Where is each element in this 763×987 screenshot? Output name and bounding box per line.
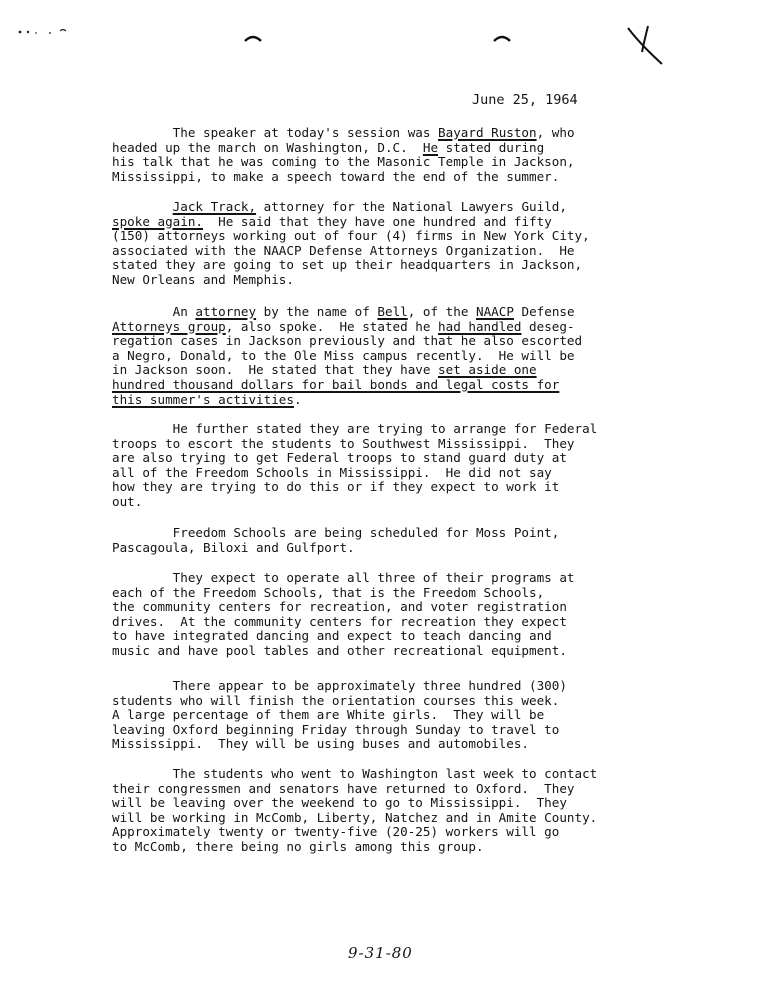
text-run: each of the Freedom Schools, that is the Freedom Schools, xyxy=(112,584,545,600)
text-line xyxy=(112,737,702,752)
paragraph-2 xyxy=(112,200,702,288)
underlined-text: set aside one xyxy=(438,362,537,378)
text-run: Freedom Schools are being scheduled for Moss Point, xyxy=(112,525,560,540)
text-line xyxy=(112,782,702,797)
text-run: the community centers for recreation, and voter registration xyxy=(112,599,567,615)
text-line xyxy=(112,825,702,840)
text-run: deseg- xyxy=(521,318,575,334)
text-line xyxy=(112,811,702,826)
text-run: leaving Oxford beginning Friday through Sunday to travel to xyxy=(112,721,560,737)
text-run: his talk that he was coming to the Masonic Temple in Jackson, xyxy=(112,154,575,170)
text-run: by the name of xyxy=(256,304,378,319)
text-line xyxy=(112,422,702,437)
text-line xyxy=(112,466,702,481)
paragraph-8 xyxy=(112,767,702,855)
text-run: Mississippi, to make a speech toward the end of the summer. xyxy=(112,168,560,184)
text-run: to McComb, there being no girls among this group. xyxy=(112,838,484,854)
text-run: associated with the NAACP Defense Attorneys Organization. He xyxy=(112,242,575,258)
text-run: The speaker at today's session was xyxy=(112,125,439,140)
text-run: He further stated they are trying to arrange for Federal xyxy=(112,421,598,436)
text-run: . xyxy=(293,391,302,407)
paragraph-4 xyxy=(112,422,702,510)
text-run: New Orleans and Memphis. xyxy=(112,271,294,287)
text-line xyxy=(112,437,702,452)
text-line xyxy=(112,305,702,320)
text-run: how they are trying to do this or if they expect to work it xyxy=(112,479,560,495)
text-line xyxy=(112,451,702,466)
text-run: Approximately twenty or twenty-five (20-25) workers will go xyxy=(112,824,560,840)
text-line xyxy=(112,170,702,185)
text-line xyxy=(112,200,702,215)
handwritten-file-number: 9-31-80 xyxy=(348,944,413,962)
text-run: a Negro, Donald, to the Ole Miss campus recently. He will be xyxy=(112,347,575,363)
text-run: , who xyxy=(536,125,575,140)
text-line xyxy=(112,796,702,811)
text-run: stated they are going to set up their headquarters in Jackson, xyxy=(112,257,583,273)
text-line xyxy=(112,767,702,782)
underlined-text: Bayard Ruston xyxy=(438,125,537,140)
text-line xyxy=(112,644,702,659)
text-run: headed up the march on Washington, D.C. xyxy=(112,139,423,155)
text-run: (150) attorneys working out of four (4) firms in New York City, xyxy=(112,228,590,244)
text-run: , also spoke. He stated he xyxy=(225,318,439,334)
text-run: An xyxy=(112,304,196,319)
text-run: out. xyxy=(112,493,143,509)
underlined-text: hundred thousand dollars for bail bonds and legal costs for xyxy=(112,376,560,392)
text-line xyxy=(112,229,702,244)
underlined-text: Attorneys group xyxy=(112,318,226,334)
text-line xyxy=(112,258,702,273)
text-run: troops to escort the students to Southwest Mississippi. They xyxy=(112,435,575,451)
text-line xyxy=(112,334,702,349)
text-run: Defense xyxy=(513,304,575,319)
underlined-text: He xyxy=(422,139,439,155)
text-run: their congressmen and senators have returned to Oxford. They xyxy=(112,780,575,796)
text-line xyxy=(112,363,702,378)
text-run: He said that they have one hundred and fifty xyxy=(203,213,552,229)
text-run: to have integrated dancing and expect to teach dancing and xyxy=(112,628,552,644)
underlined-text: NAACP xyxy=(476,304,514,319)
paragraph-7 xyxy=(112,679,702,752)
text-run: music and have pool tables and other recreational equipment. xyxy=(112,642,567,658)
text-line xyxy=(112,840,702,855)
text-line xyxy=(112,586,702,601)
text-run: in Jackson soon. He stated that they have xyxy=(112,362,439,378)
text-run: The students who went to Washington last week to contact xyxy=(112,766,598,781)
text-line xyxy=(112,215,702,230)
text-line xyxy=(112,273,702,288)
text-run: drives. At the community centers for recreation they expect xyxy=(112,613,567,629)
text-line xyxy=(112,541,702,556)
text-line xyxy=(112,155,702,170)
text-run: stated during xyxy=(438,139,545,155)
text-line xyxy=(112,615,702,630)
text-run: will be leaving over the weekend to go to Mississippi. They xyxy=(112,795,567,811)
text-run: There appear to be approximately three hundred (300) xyxy=(112,678,567,693)
text-line xyxy=(112,571,702,586)
paragraph-6 xyxy=(112,571,702,659)
text-run: will be working in McComb, Liberty, Natchez and in Amite County. xyxy=(112,809,598,825)
text-run: regation cases in Jackson previously and that he also escorted xyxy=(112,333,583,349)
text-line xyxy=(112,349,702,364)
text-run: A large percentage of them are White girls. They will be xyxy=(112,707,545,723)
underlined-text: Bell xyxy=(377,304,408,319)
text-line xyxy=(112,694,702,709)
text-line xyxy=(112,244,702,259)
punch-mark-right xyxy=(492,33,512,43)
text-run: students who will finish the orientation courses this week. xyxy=(112,692,560,708)
paragraph-1 xyxy=(112,126,702,184)
text-run: attorney for the National Lawyers Guild, xyxy=(256,199,567,214)
text-line xyxy=(112,723,702,738)
text-line xyxy=(112,126,702,141)
text-run: are also trying to get Federal troops to stand guard duty at xyxy=(112,450,567,466)
underlined-text: had handled xyxy=(438,318,522,334)
underlined-text: Jack Track, xyxy=(172,199,257,214)
margin-specks xyxy=(16,22,76,42)
text-run: all of the Freedom Schools in Mississippi. He did not say xyxy=(112,464,552,480)
paragraph-5 xyxy=(112,526,702,555)
text-run: , of the xyxy=(407,304,476,319)
text-line xyxy=(112,393,702,408)
text-line xyxy=(112,708,702,723)
text-line xyxy=(112,378,702,393)
underlined-text: spoke again. xyxy=(112,213,203,229)
document-date: June 25, 1964 xyxy=(472,92,578,108)
text-line xyxy=(112,679,702,694)
text-run xyxy=(112,199,173,214)
text-line xyxy=(112,526,702,541)
underlined-text: this summer's activities xyxy=(112,391,294,407)
text-line xyxy=(112,629,702,644)
text-line xyxy=(112,320,702,335)
text-run: They expect to operate all three of their programs at xyxy=(112,570,575,585)
text-line xyxy=(112,495,702,510)
handwritten-x-mark xyxy=(618,24,666,68)
text-run: Mississippi. They will be using buses and automobiles. xyxy=(112,736,530,752)
text-line xyxy=(112,480,702,495)
text-run: Pascagoula, Biloxi and Gulfport. xyxy=(112,539,355,555)
underlined-text: attorney xyxy=(195,304,257,319)
text-line xyxy=(112,600,702,615)
paragraph-3 xyxy=(112,305,702,407)
punch-mark-left xyxy=(243,33,263,43)
text-line xyxy=(112,141,702,156)
